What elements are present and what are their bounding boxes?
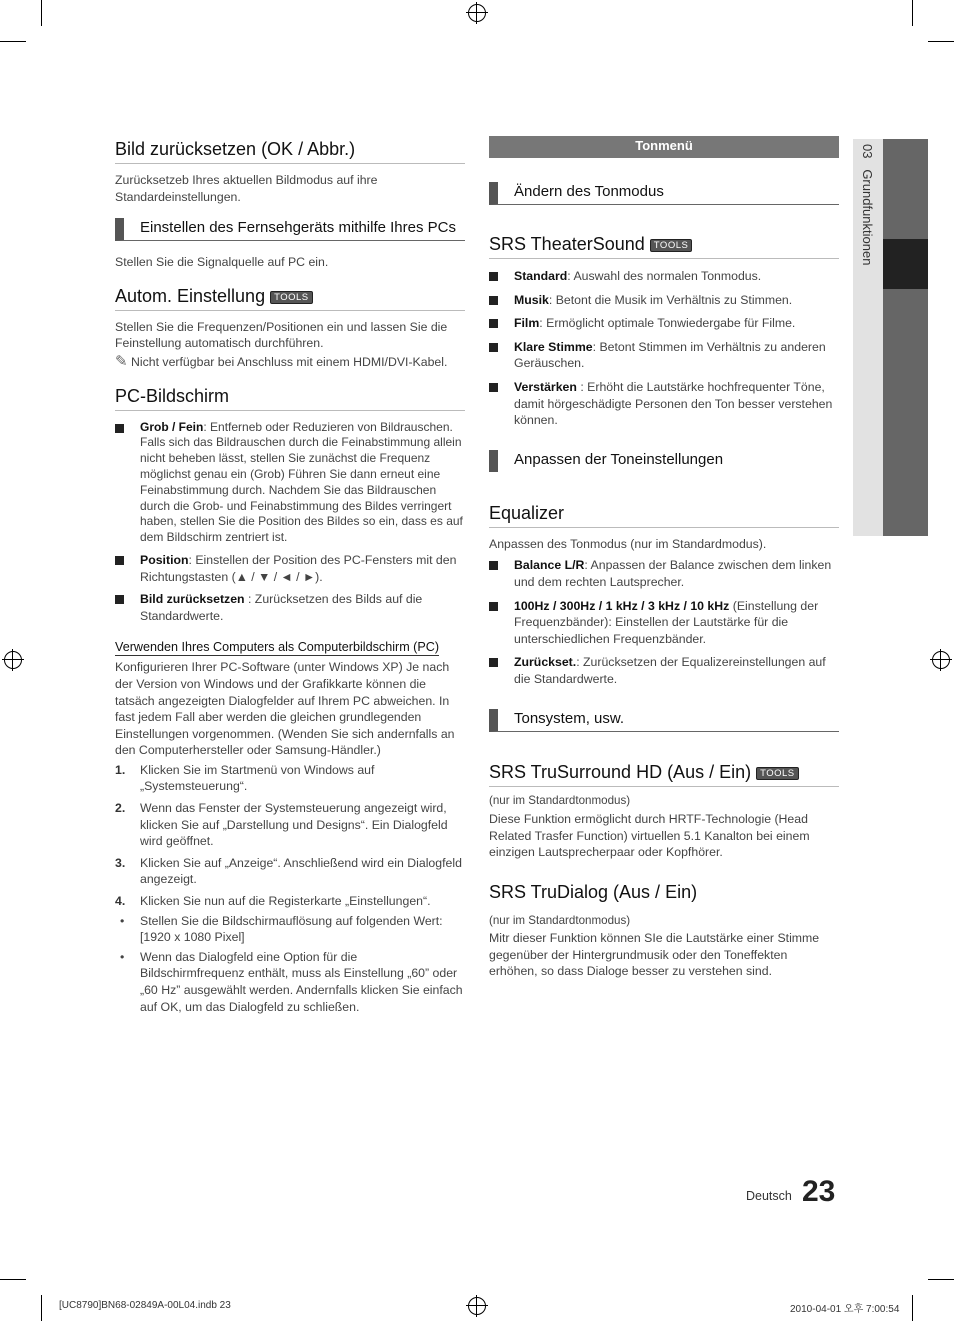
step-4	[115, 893, 465, 910]
bullet-label: Grob / Fein	[140, 419, 204, 434]
bullet-text: : Entferneb oder Reduzieren von Bildrauschen. Falls sich das Bildrauschen durch die Feinabstimmung allein nicht beheben lässt, stellen Sie zunächst die Frequenz möglichst genau ein (Grob) Führen Sie dann erneut eine Feinabstimmung durch. Nachdem Sie das Bildrauschen durch die Grob- und Feinabstimmung des Bildes verringert haben, stellen Sie die Position des Bildes so ein, dass es auf dem Bildschirm zentriert ist.	[140, 419, 463, 545]
step-1	[115, 762, 465, 795]
bullet-text: (Einstellung der Frequenzbänder): Einstellen der Lautstärke für die unterschiedlichen Frequenzbänder.	[514, 598, 819, 646]
equalizer-heading: Equalizer	[489, 502, 839, 528]
bullet-text: : Zurücksetzen des Bilds auf die Standardwerte.	[140, 592, 423, 623]
bild-zuruecksetzen-heading: Bild zurücksetzen (OK / Abbr.)	[115, 138, 465, 164]
bullet-label: Bild zurücksetzen	[140, 592, 245, 607]
tonmodus-subheading: Ändern des Tonmodus	[489, 182, 839, 205]
bullet-text: : Einstellen der Position des PC-Fensters mit den Richtungstasten (▲ / ▼ / ◄ / ►).	[140, 552, 457, 584]
bullet-text: : Zurücksetzen der Equalizereinstellungen auf die Standardwerte.	[514, 655, 826, 686]
eq-item-frequencies	[489, 598, 839, 648]
bullet-label: Verstärken	[514, 379, 577, 394]
crop-mark	[928, 41, 954, 42]
right-column	[489, 136, 839, 980]
crop-mark	[41, 1295, 42, 1321]
bullet-label: Standard	[514, 269, 568, 283]
registration-mark-icon	[932, 651, 950, 669]
bullet-label: Balance L/R	[514, 558, 585, 573]
eq-item-balance	[489, 557, 839, 590]
crop-mark	[41, 0, 42, 26]
srs-trusurround-heading	[489, 761, 839, 787]
page-number: 23	[802, 1175, 836, 1208]
autom-einstellung-heading	[115, 285, 465, 311]
step-number: 2.	[115, 801, 126, 816]
step-number: 4.	[115, 894, 126, 909]
side-tab-marker	[883, 239, 928, 289]
pc-setup-text: Stellen Sie die Signalquelle auf PC ein.	[115, 255, 329, 270]
bullet-label: Position	[140, 552, 189, 567]
pc-setup-subheading: Einstellen des Fernsehgeräts mithilfe Ihres PCs	[115, 218, 465, 241]
crop-mark	[0, 41, 26, 42]
registration-mark-icon	[4, 651, 22, 669]
trusurround-text: Diese Funktion ermöglicht durch HRTF-Technologie (Head Related Trasfer Function) virtuellen 5.1 Kanalton bei einem einzigen Lautsprecherpaar oder Kopfhörer.	[489, 811, 810, 860]
srs-trudialog-heading: SRS TruDialog (Aus / Ein)	[489, 881, 698, 902]
step-text: Klicken Sie auf „Anzeige“. Anschließend wird ein Dialogfeld angezeigt.	[140, 855, 462, 887]
pc-link-wrapper	[115, 638, 465, 656]
step-2	[115, 800, 465, 850]
registration-mark-icon	[468, 4, 486, 22]
bullet-text: : Betont Stimmen im Verhältnis zu anderen Geräuschen.	[514, 339, 826, 371]
registration-mark-icon	[468, 1297, 486, 1315]
crop-mark	[912, 0, 913, 26]
side-tab-dark	[883, 139, 928, 536]
step-text: Wenn das Fenster der Systemsteuerung angezeigt wird, klicken Sie auf „Darstellung und Designs“. Ein Dialogfeld wird geöffnet.	[140, 801, 448, 849]
bullet-label: Musik	[514, 292, 549, 307]
tonmenue-banner: Tonmenü	[489, 136, 839, 158]
bullet-label: 100Hz / 300Hz / 1 kHz / 3 kHz / 10 kHz	[514, 598, 730, 613]
note-text: Nicht verfügbar bei Anschluss mit einem HDMI/DVI-Kabel.	[131, 354, 448, 369]
crop-mark	[912, 1295, 913, 1321]
side-chapter-label	[860, 144, 875, 265]
bild-zuruecksetzen-text: Zurücksetzeb Ihres aktuellen Bildmodus auf ihre Standardeinstellungen.	[115, 173, 378, 204]
chapter-name: Grundfunktionen	[860, 169, 875, 266]
eq-item-zurueckset	[489, 654, 839, 687]
config-text: Konfigurieren Ihrer PC-Software (unter Windows XP) Je nach der Version von Windows und der Grafikkarte können die tatsäch angezeigten Dialogfelder auf Ihrem PC abweichen. In fast jedem Fall aber werden die gleichen grundlegenden Einstellungen vorgenommen. (Wenden Sie sich andernfalls an den Computerhersteller oder Samsung-Händler.)	[115, 660, 455, 758]
tools-icon: TOOLS	[650, 239, 693, 252]
srs-item-musik	[489, 292, 839, 309]
bullet-label: Zurückset.	[514, 655, 577, 670]
dot-item: • Stellen Sie die Bildschirmauflösung auf folgenden Wert: [1920 x 1080 Pixel]	[115, 913, 465, 946]
bullet-text: : Ermöglicht optimale Tonwiedergabe für Filme.	[539, 316, 796, 331]
srs-item-klare-stimme	[489, 339, 839, 372]
step-number: 1.	[115, 762, 126, 777]
bullet-text: : Auswahl des normalen Tonmodus.	[567, 269, 762, 283]
srs-item-film	[489, 315, 839, 332]
srs-item-verstaerken	[489, 379, 839, 429]
bullet-position	[115, 552, 465, 585]
step-3	[115, 855, 465, 888]
bullet-text: : Anpassen der Balance zwischen dem linken und dem rechten Lautsprecher.	[514, 558, 832, 589]
trudialog-note: (nur im Standardtonmodus)	[489, 913, 631, 927]
bullet-bild-zuruecksetzen	[115, 591, 465, 624]
equalizer-text: Anpassen des Tonmodus (nur im Standardmodus).	[489, 536, 767, 551]
bullet-text: : Betont die Musik im Verhältnis zu Stimmen.	[548, 292, 793, 307]
step-text: Klicken Sie im Startmenü von Windows auf „Systemsteuerung“.	[140, 762, 375, 794]
left-column	[115, 138, 465, 1015]
footer-filename: [UC8790]BN68-02849A-00L04.indb 23	[59, 1300, 231, 1311]
bullet-text: : Erhöht die Lautstärke hochfrequenter Töne, damit hörgeschädigte Personen den Ton besser verstehen können.	[514, 379, 833, 428]
crop-mark	[928, 1279, 954, 1280]
pc-bildschirm-heading: PC-Bildschirm	[115, 385, 465, 411]
trudialog-text: Mitr dieser Funktion können SIe die Lautstärke einer Stimme gegenüber der Hintergrundmusik oder den Toneffekten erhöhen, so dass Dialoge besser zu verstehen sind.	[489, 931, 820, 979]
step-number: 3.	[115, 855, 126, 870]
dot-item: • Wenn das Dialogfeld eine Option für die Bildschirmfrequenz enthält, muss als Einstellung „60” oder „60 Hz” ausgewählt werden. Andernfalls klicken Sie einfach auf OK, um das Dialogfeld zu schließen.	[115, 949, 465, 1015]
chapter-number: 03	[860, 144, 875, 159]
srs-item-standard	[489, 268, 839, 285]
bullet-grob-fein	[115, 420, 465, 546]
autom-einstellung-title: Autom. Einstellung	[115, 285, 266, 306]
srs-theatersound-title: SRS TheaterSound	[489, 234, 645, 254]
srs-trusurround-title: SRS TruSurround HD (Aus / Ein)	[489, 761, 752, 782]
trusurround-note: (nur im Standardtonmodus)	[489, 793, 631, 807]
note	[115, 354, 465, 371]
bullet-label: Klare Stimme	[514, 339, 593, 354]
bullet-label: Film	[514, 316, 540, 331]
computer-as-monitor-heading: Verwenden Ihres Computers als Computerbildschirm (PC)	[115, 640, 440, 655]
toneinstellungen-subheading: Anpassen der Toneinstellungen	[489, 450, 839, 472]
srs-theatersound-heading	[489, 233, 839, 259]
step-text: Klicken Sie nun auf die Registerkarte „Einstellungen“.	[140, 894, 431, 909]
footer-language: Deutsch	[746, 1189, 792, 1203]
tools-icon: TOOLS	[756, 767, 799, 780]
footer-date: 2010-04-01 오후 7:00:54	[790, 1304, 900, 1315]
tonsystem-subheading: Tonsystem, usw.	[489, 709, 839, 732]
crop-mark	[0, 1279, 26, 1280]
tools-icon: TOOLS	[270, 291, 313, 304]
autom-einstellung-text: Stellen Sie die Frequenzen/Positionen ein und lassen Sie die Feinstellung automatisch durchführen.	[115, 319, 448, 351]
note-icon: ✎	[115, 352, 128, 370]
